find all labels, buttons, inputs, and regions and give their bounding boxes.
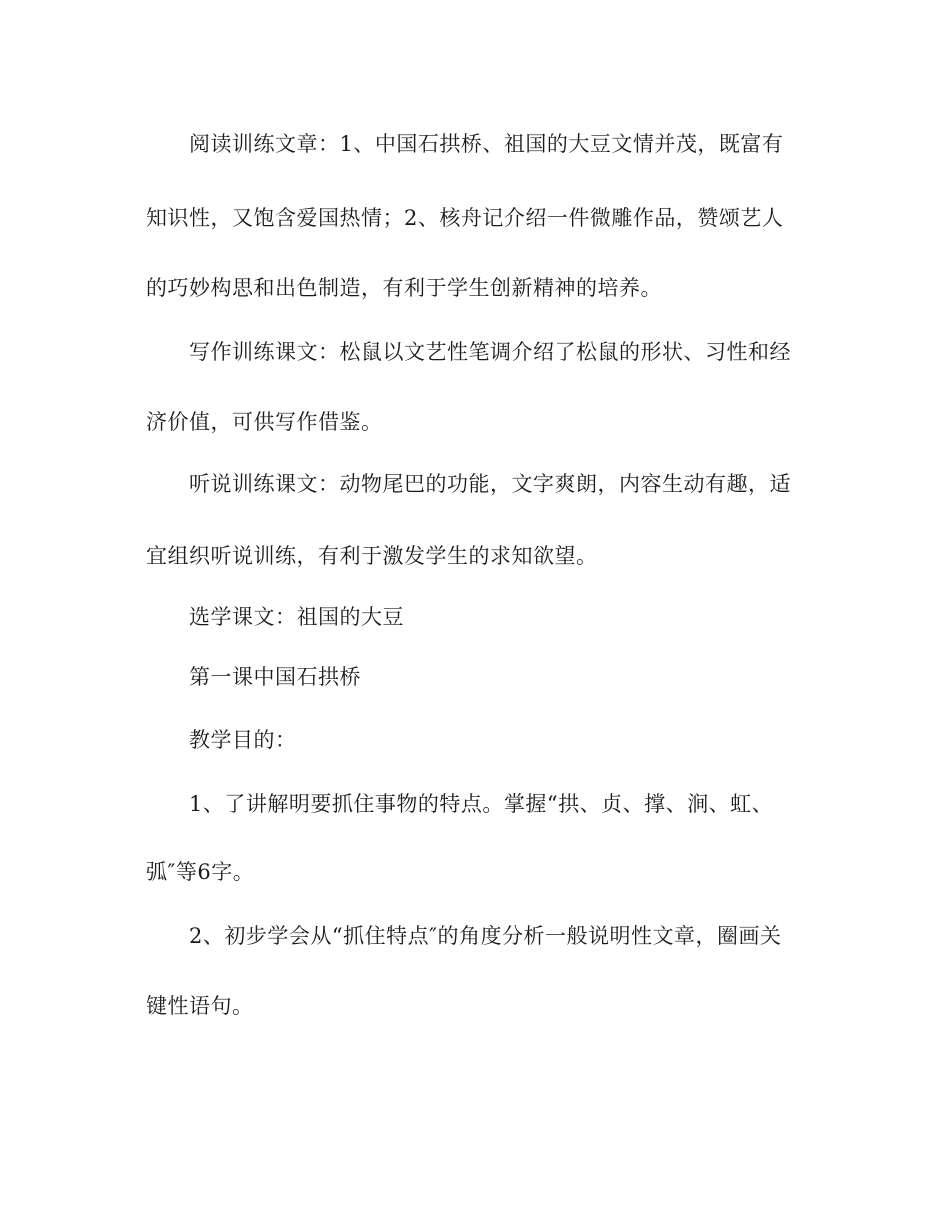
paragraph-line: 听说训练课文：动物尾巴的功能，文字爽朗，内容生动有趣，适 [189,472,791,496]
paragraph-line: 的巧妙构思和出色制造，有利于学生创新精神的培养。 [146,276,662,300]
paragraph-line: 写作训练课文：松鼠以文艺性笔调介绍了松鼠的形状、习性和经 [189,340,791,364]
section-heading: 第一课中国石拱桥 [189,665,361,689]
paragraph-line: 键性语句。 [146,994,254,1018]
paragraph-line: 知识性，又饱含爱国热情；2、核舟记介绍一件微雕作品，赞颂艺人 [146,206,784,230]
paragraph-line: 2、初步学会从“抓住特点″的角度分析一般说明性文章，圈画关 [189,924,782,948]
paragraph-line: 1、了讲解明要抓住事物的特点。掌握“拱、贞、撑、涧、虹、 [189,792,774,816]
subheading: 教学目的： [189,728,297,752]
paragraph-line: 选学课文：祖国的大豆 [189,605,404,629]
paragraph-line: 弧″等6字。 [146,860,255,884]
paragraph-line: 宜组织听说训练，有利于激发学生的求知欲望。 [146,544,598,568]
paragraph-line: 阅读训练文章：1、中国石拱桥、祖国的大豆文情并茂，既富有 [189,132,784,156]
paragraph-line: 济价值，可供写作借鉴。 [146,410,383,434]
